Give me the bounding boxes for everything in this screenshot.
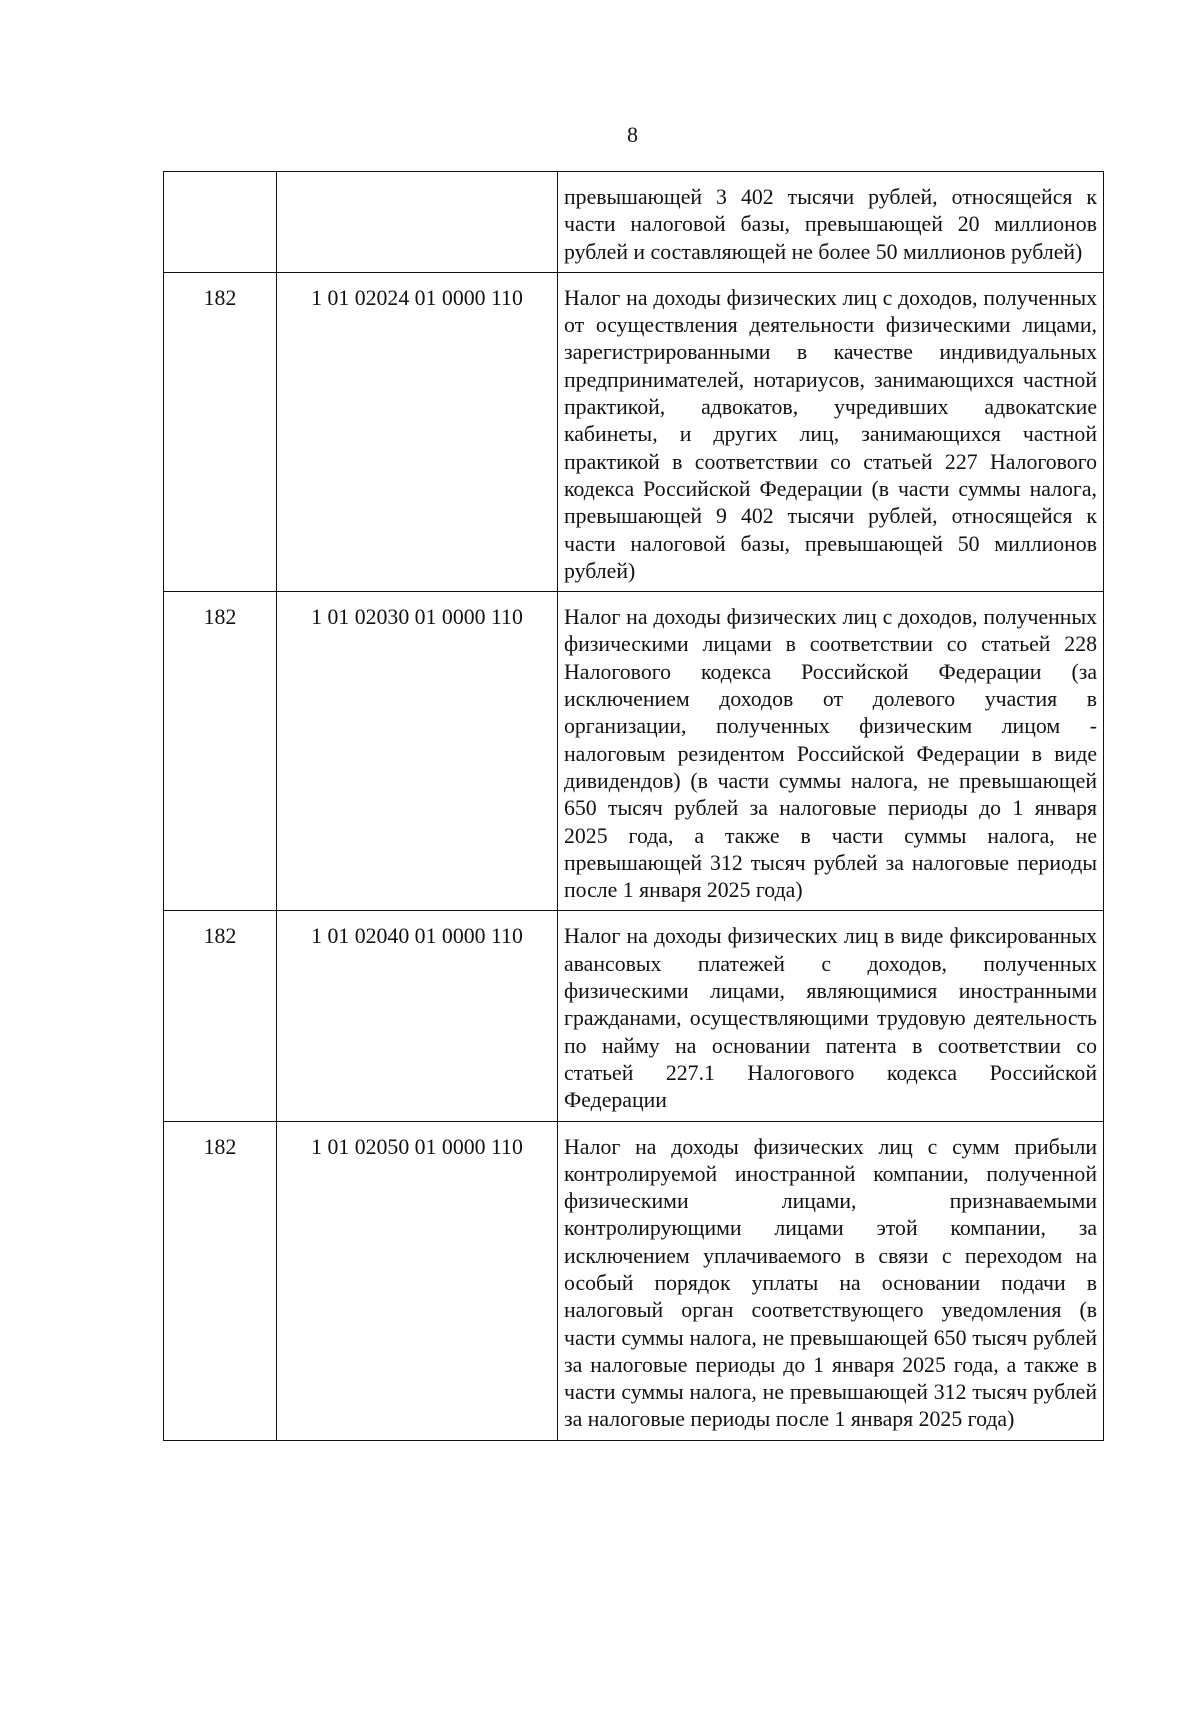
budget-code-cell: 1 01 02030 01 0000 110 (277, 592, 558, 911)
table-row (164, 172, 1104, 273)
table-row (164, 1121, 1104, 1440)
revenue-name-cell: Налог на доходы физических лиц с сумм прибыли контролируемой иностранной компании, полученной физическими лицами, признаваемыми контролирующими лицами этой компании, за исключением уплачиваемого в связи с переходом на особый порядок уплаты на основании подачи в налоговый орган соответствующего уведомления (в части суммы налога, не превышающей 650 тысяч рублей за налоговые периоды до 1 января 2025 года, а также в части суммы налога, не превышающей 312 тысяч рублей за налоговые периоды после 1 января 2025 года) (558, 1121, 1104, 1440)
budget-code-cell: 1 01 02024 01 0000 110 (277, 272, 558, 591)
admin-code-cell (164, 172, 277, 273)
revenue-name-cell: превышающей 3 402 тысячи рублей, относящейся к части налоговой базы, превышающей 20 миллионов рублей и составляющей не более 50 миллионов рублей) (558, 172, 1104, 273)
budget-code-cell: 1 01 02050 01 0000 110 (277, 1121, 558, 1440)
admin-code-cell: 182 (164, 272, 277, 591)
admin-code-cell: 182 (164, 1121, 277, 1440)
admin-code-cell: 182 (164, 911, 277, 1121)
admin-code-cell: 182 (164, 592, 277, 911)
table-row (164, 592, 1104, 911)
revenue-codes-table (163, 171, 1104, 1441)
revenue-name-cell: Налог на доходы физических лиц с доходов, полученных от осуществления деятельности физическими лицами, зарегистрированными в качестве индивидуальных предпринимателей, нотариусов, занимающихся частной практикой, адвокатов, учредивших адвокатские кабинеты, и других лиц, занимающихся частной практикой в соответствии со статьей 227 Налогового кодекса Российской Федерации (в части суммы налога, превышающей 9 402 тысячи рублей, относящейся к части налоговой базы, превышающей 50 миллионов рублей) (558, 272, 1104, 591)
revenue-name-cell: Налог на доходы физических лиц с доходов, полученных физическими лицами в соответствии со статьей 228 Налогового кодекса Российской Федерации (за исключением доходов от долевого участия в организации, полученных физическим лицом - налоговым резидентом Российской Федерации в виде дивидендов) (в части суммы налога, не превышающей 650 тысяч рублей за налоговые периоды до 1 января 2025 года, а также в части суммы налога, не превышающей 312 тысяч рублей за налоговые периоды после 1 января 2025 года) (558, 592, 1104, 911)
table-row (164, 272, 1104, 591)
budget-code-cell: 1 01 02040 01 0000 110 (277, 911, 558, 1121)
table-row (164, 911, 1104, 1121)
revenue-name-cell: Налог на доходы физических лиц в виде фиксированных авансовых платежей с доходов, полученных физическими лицами, являющимися иностранными гражданами, осуществляющими трудовую деятельность по найму на основании патента в соответствии со статьей 227.1 Налогового кодекса Российской Федерации (558, 911, 1104, 1121)
budget-code-cell (277, 172, 558, 273)
page-number: 8 (627, 122, 638, 147)
